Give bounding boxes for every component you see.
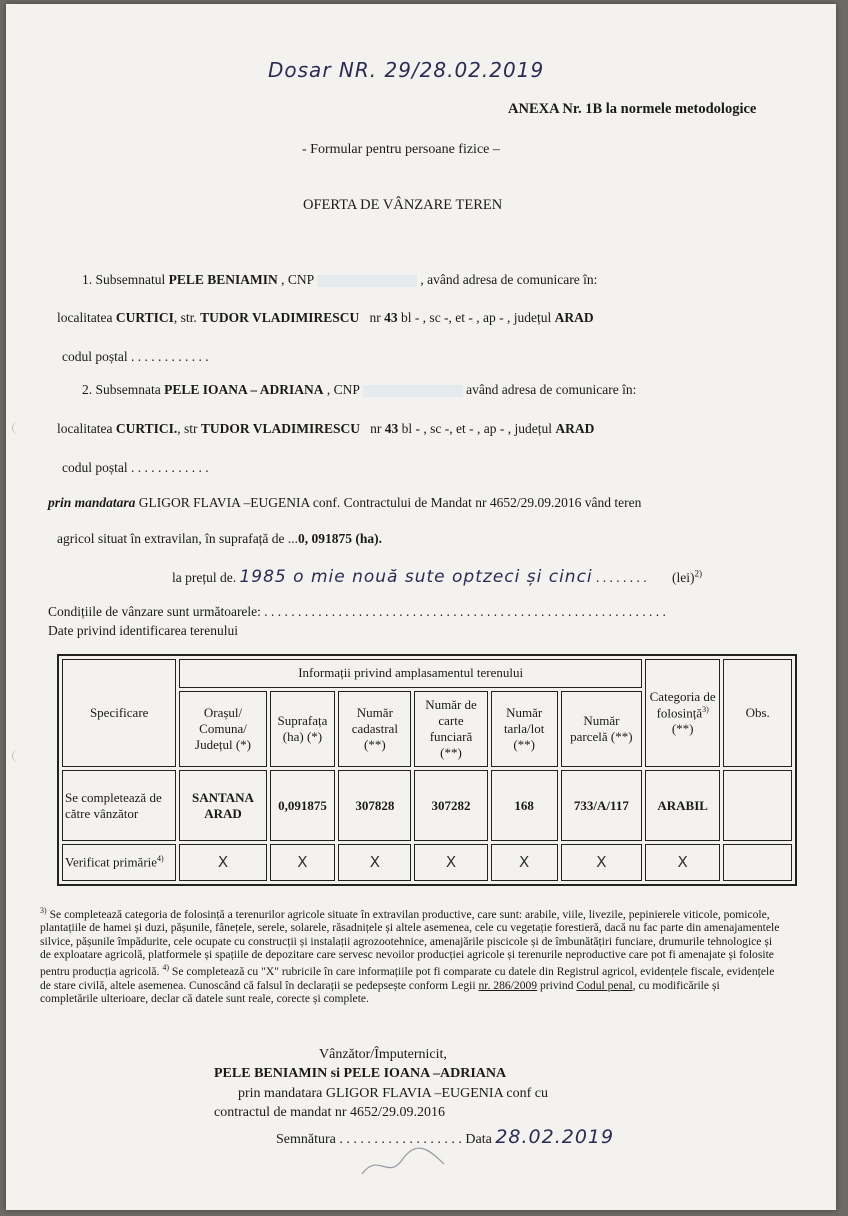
handwritten-dossier-number: Dosar NR. 29/28.02.2019 (268, 58, 545, 82)
col-use-category: Categoria de folosință$^{3)}$ (**) (645, 659, 720, 767)
seller-label: Vânzător/Împuternicit, (319, 1047, 447, 1062)
punch-hole-mark (12, 422, 25, 434)
table-row: Se completează de către vânzător SANTANA ARAD 0,091875 307828 307282 168 733/A/117 ARABIL (62, 770, 792, 840)
col-parcel: Număr parcelă (**) (561, 691, 642, 768)
land-identification-heading: Date privind identificarea terenului (48, 623, 239, 638)
annex-title: ANEXA Nr. 1B la normele metodologice (508, 101, 757, 117)
col-plot: Număr tarla/lot (**) (491, 691, 558, 768)
seller-names: PELE BENIAMIN si PELE IOANA –ADRIANA (214, 1066, 507, 1081)
col-obs: Obs. (723, 659, 792, 767)
person1-name: PELE BENIAMIN (168, 272, 278, 287)
handwritten-price: 1985 o mie nouă sute optzeci și cinci (239, 567, 593, 587)
person2-postal-code: codul poștal . . . . . . . . . . . . (62, 460, 209, 475)
mandate-contract: contractul de mandat nr 4652/29.09.2016 (214, 1105, 445, 1120)
price-line: la prețul de. 1985 o mie nouă sute optzeci și cinci . . . . . . . . (lei)$^{2)}$ (172, 567, 703, 587)
col-cadastral: Număr cadastral (**) (338, 691, 411, 768)
col-specification: Specificare (62, 659, 176, 767)
redacted-cnp (317, 275, 417, 287)
col-surface: Suprafața (ha) (*) (270, 691, 336, 768)
col-city: Orașul/ Comuna/ Județul (*) (179, 691, 266, 768)
person2-line1: 2. Subsemnata PELE IOANA – ADRIANA , CNP având adresa de comunicare în: (82, 382, 637, 397)
sale-conditions: Condițiile de vânzare sunt următoarele: . . . . . . . . . . . . . . . . . . . . . . . . . . . . . . . . . . . . . . . . . . . . . . . . . . . . . . . . . . . . (48, 604, 666, 619)
punch-hole-mark (12, 750, 25, 762)
document-title: OFERTA DE VÂNZARE TEREN (303, 197, 503, 213)
signature-scribble (358, 1142, 448, 1182)
table-row: Verificat primărie$^{4)}$ X X X X X X X (62, 844, 792, 881)
redacted-cnp (363, 385, 463, 397)
handwritten-date: 28.02.2019 (495, 1126, 615, 1148)
location-info-header: Informații privind amplasamentul terenului (179, 659, 642, 688)
signature-line: Semnătura . . . . . . . . . . . . . . . . . . Data 28.02.2019 (276, 1126, 615, 1148)
footnotes: $^{3)}$ Se completează categoria de folosință a terenurilor agricole situate în extravilan productive, care sunt: arabile, viile, livezile, pepinierele viticole, pomicole, plantațiile de hamei și duzi, pășunile, fânețele, serele, solarele, răsadnițele și altele asemenea, cele cu vegetație forestieră, dacă nu fac parte din amenajamentele silvice, pășunile împădurite, cele ocupate cu construcții și instalații agrozootehnice, amenajările piscicole și de îmbunătățiri funciare, drumurile tehnologice și de exploatare agricolă, platformele și spațiile de depozitare care servesc nevoilor producției agricole și terenurile neproductive care pot fi amenajate și folosite pentru producția agricolă. $^{4)}$ Se completează cu "X" rubricile în care informațiile pot fi comparate cu datele din Registrul agricol, evidențele fiscale, evidențele de stare civilă, altele asemenea. Cunoscând că falsul în declarații se pedepsește conform Legii nr. 286/2009 privind Codul penal, cu modificările și completările ulterioare, declar că datele sunt reale, corecte și complete. (40, 906, 780, 1006)
person1-line1: 1. Subsemnatul PELE BENIAMIN , CNP , având adresa de comunicare în: (82, 272, 598, 287)
land-surface-line: agricol situat în extravilan, în suprafață de ...0, 091875 (ha). (57, 531, 383, 546)
person1-postal-code: codul poștal . . . . . . . . . . . . (62, 349, 209, 364)
person1-line2: localitatea CURTICI, str. TUDOR VLADIMIRESCU nr 43 bl - , sc -, et - , ap - , județul ARAD (57, 310, 594, 325)
seller-mandate: prin mandatara GLIGOR FLAVIA –EUGENIA conf cu (238, 1086, 549, 1101)
document-page (6, 4, 836, 1210)
form-subtitle: - Formular pentru persoane fizice – (302, 142, 500, 157)
person2-name: PELE IOANA – ADRIANA (164, 382, 324, 397)
land-info-table (57, 654, 797, 886)
person2-line2: localitatea CURTICI., str TUDOR VLADIMIRESCU nr 43 bl - , sc -, et - , ap - , județul ARAD (57, 421, 595, 436)
col-land-book: Număr de carte funciară (**) (414, 691, 487, 768)
mandate-line: prin mandatara GLIGOR FLAVIA –EUGENIA conf. Contractului de Mandat nr 4652/29.09.2016 vând teren (48, 495, 642, 510)
